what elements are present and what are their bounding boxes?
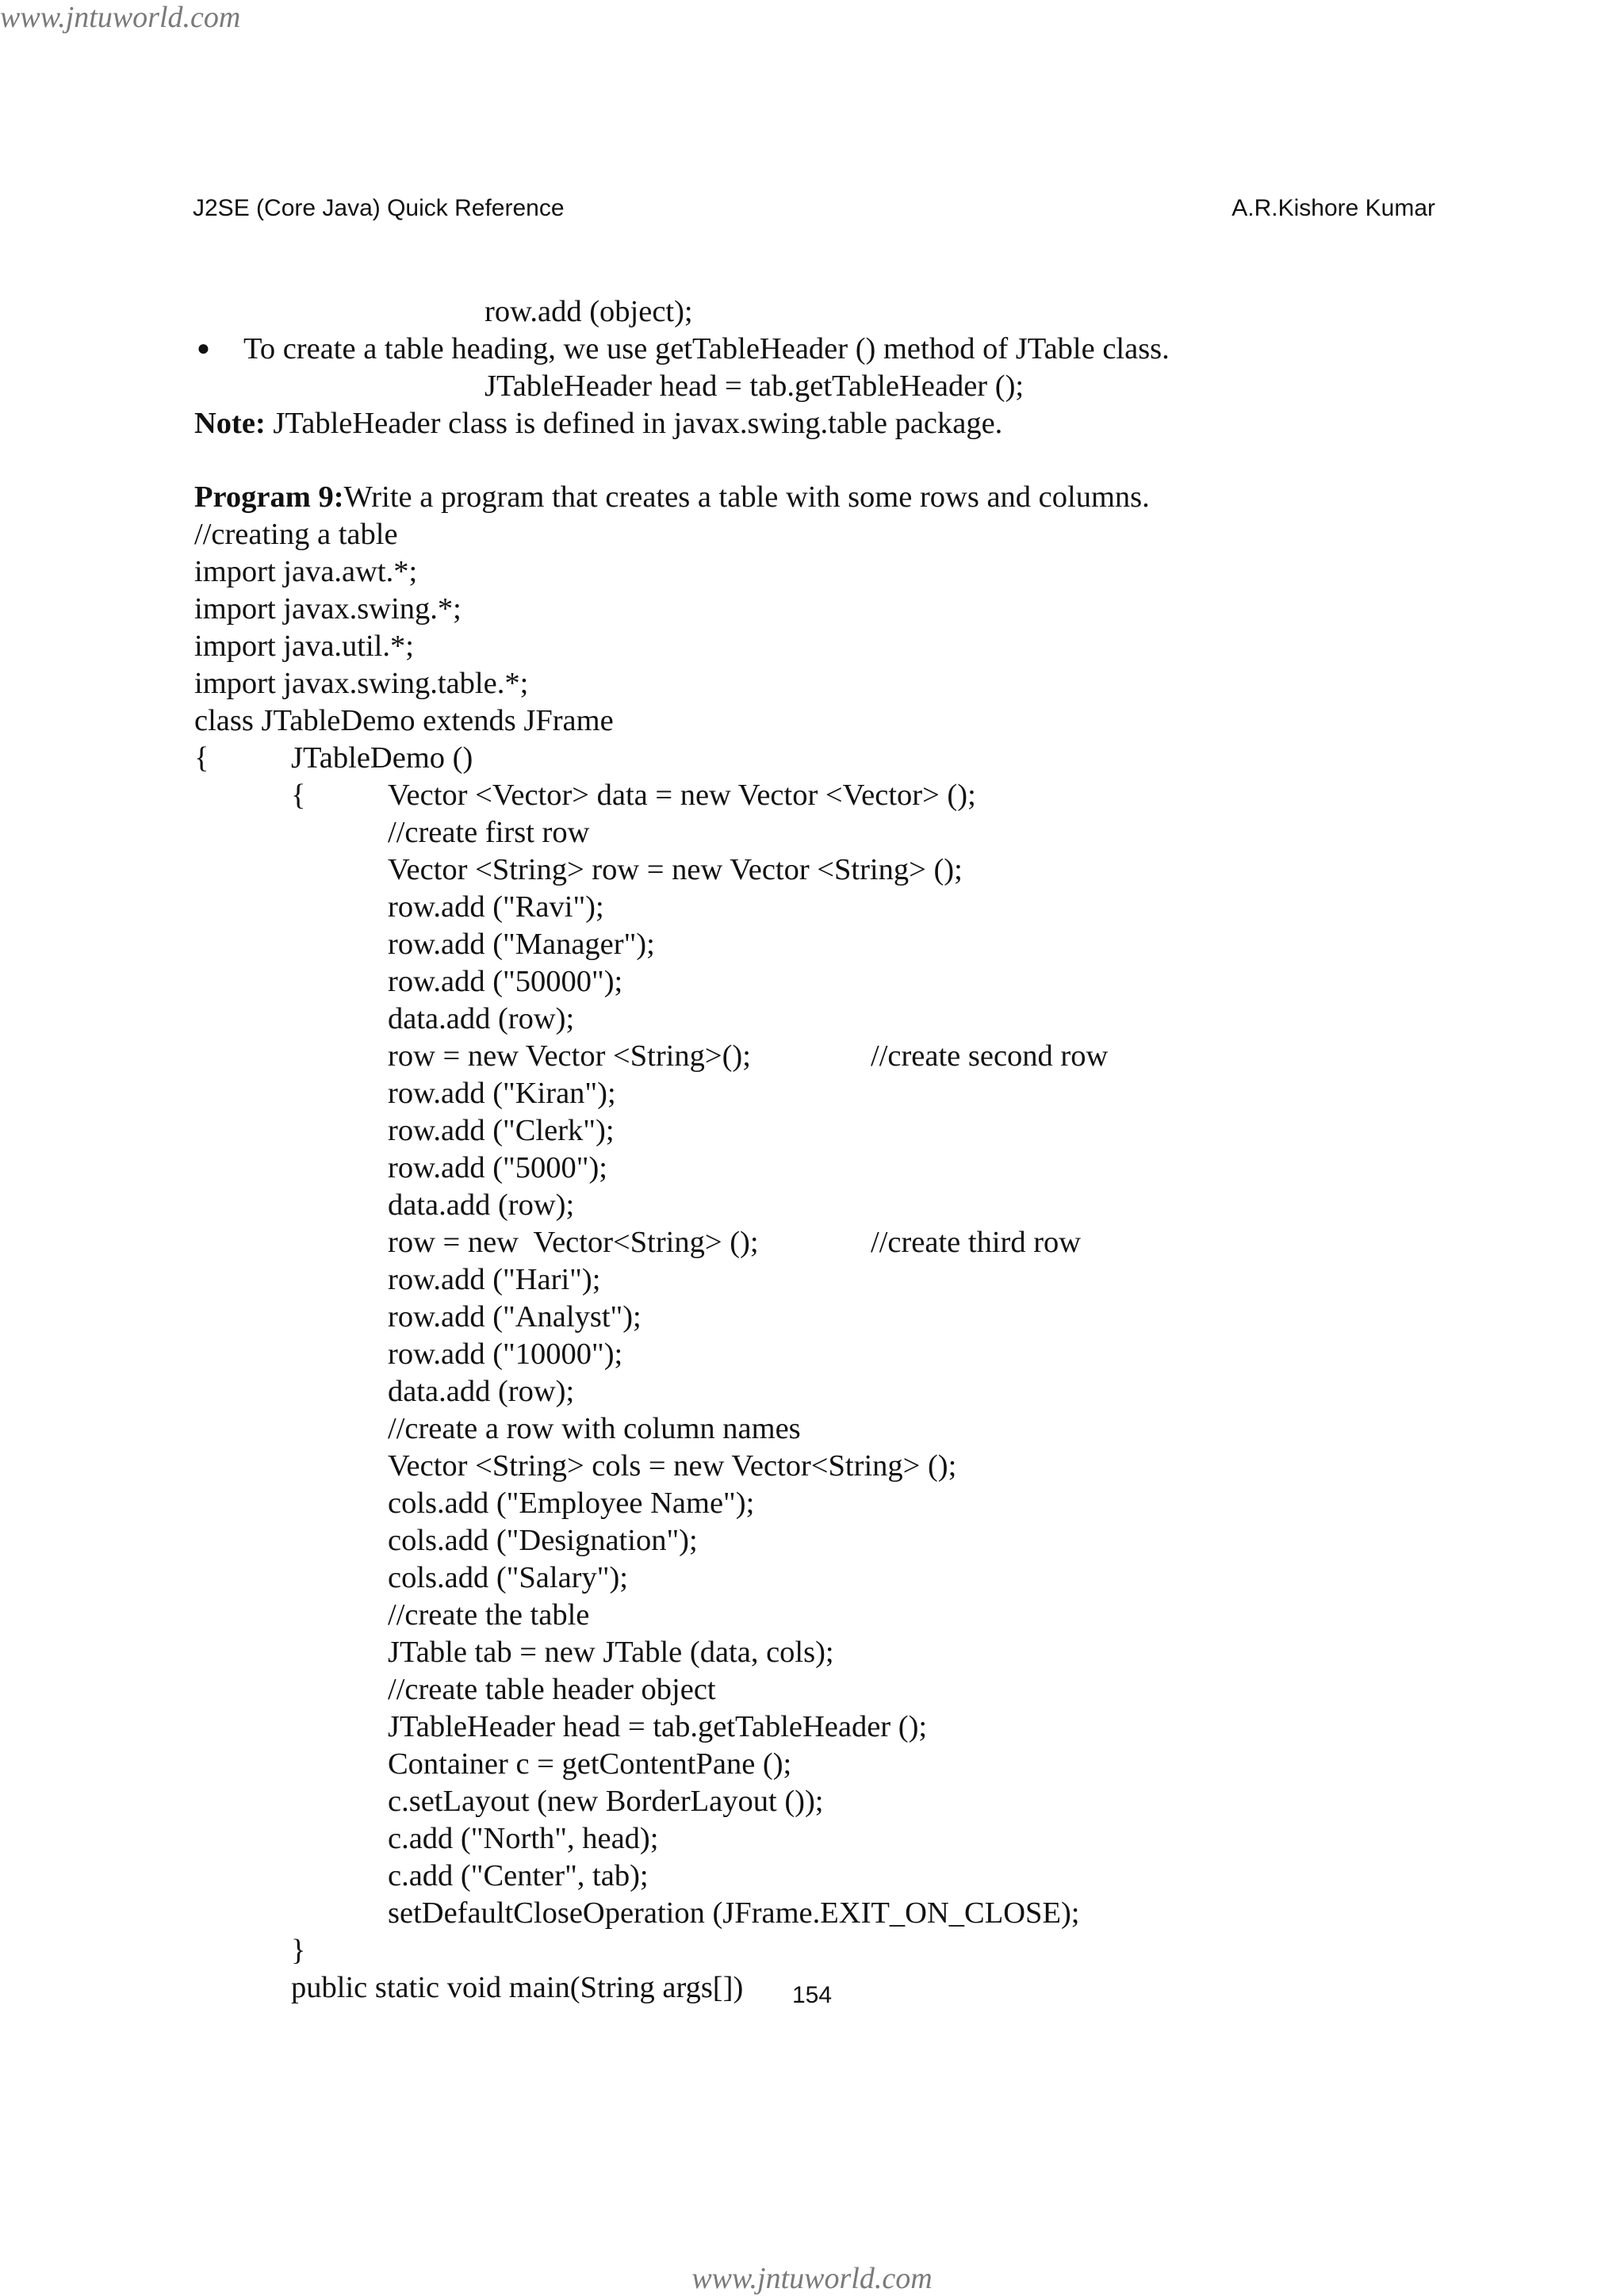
- code-line: //create the table: [388, 1598, 590, 1632]
- running-header-author: A.R.Kishore Kumar: [1231, 195, 1435, 221]
- code-brace: {: [194, 741, 209, 775]
- code-line: row.add ("5000");: [388, 1151, 607, 1184]
- note-paragraph: [194, 405, 1002, 442]
- code-line: import javax.swing.*;: [194, 592, 462, 626]
- code-line: Container c = getContentPane ();: [388, 1747, 792, 1781]
- code-line: row.add ("Analyst");: [388, 1300, 642, 1334]
- code-line: import java.awt.*;: [194, 555, 418, 588]
- program-label: Program 9:: [194, 480, 344, 514]
- running-header-title: J2SE (Core Java) Quick Reference: [193, 195, 565, 221]
- code-line: //create first row: [388, 816, 590, 849]
- code-line: JTable tab = new JTable (data, cols);: [388, 1636, 834, 1669]
- code-line: row.add ("Manager");: [388, 928, 655, 961]
- watermark-bottom: www.jntuworld.com: [691, 2262, 933, 2295]
- code-line: Vector <String> cols = new Vector<String> ();: [388, 1449, 957, 1483]
- code-line: c.add ("North", head);: [388, 1822, 659, 1855]
- code-line: row.add ("Hari");: [388, 1263, 601, 1296]
- code-line: row.add ("10000");: [388, 1337, 623, 1371]
- bullet-text: To create a table heading, we use getTableHeader () method of JTable class.: [243, 332, 1170, 365]
- code-line: cols.add ("Designation");: [388, 1524, 698, 1557]
- code-line: //creating a table: [194, 518, 398, 551]
- code-line: //create a row with column names: [388, 1412, 801, 1445]
- page-number: 154: [791, 1982, 833, 2008]
- watermark-top: www.jntuworld.com: [0, 1, 241, 34]
- code-line: Vector <Vector> data = new Vector <Vector> ();: [388, 779, 976, 812]
- code-line: data.add (row);: [388, 1375, 575, 1408]
- note-text: JTableHeader class is defined in javax.swing.table package.: [265, 407, 1003, 440]
- program-description: Write a program that creates a table with some rows and columns.: [343, 480, 1150, 514]
- code-line: c.setLayout (new BorderLayout ());: [388, 1785, 824, 1818]
- code-line: c.add ("Center", tab);: [388, 1859, 649, 1892]
- code-line: import javax.swing.table.*;: [194, 667, 529, 700]
- code-line: row.add ("Kiran");: [388, 1077, 616, 1110]
- code-line: cols.add ("Salary");: [388, 1561, 628, 1594]
- table-header-code: JTableHeader head = tab.getTableHeader ();: [485, 369, 1025, 403]
- code-brace: }: [291, 1934, 306, 1967]
- code-line: row.add ("50000");: [388, 965, 623, 998]
- code-line: cols.add ("Employee Name");: [388, 1487, 755, 1520]
- code-brace: {: [291, 779, 306, 812]
- code-line: import java.util.*;: [194, 629, 414, 663]
- row-add-object-code: row.add (object);: [485, 295, 693, 328]
- code-line: row = new Vector<String> ();: [388, 1226, 759, 1259]
- code-line: setDefaultCloseOperation (JFrame.EXIT_ON_CLOSE);: [388, 1896, 1080, 1930]
- code-line: Vector <String> row = new Vector <String> ();: [388, 853, 963, 886]
- code-line: JTableDemo (): [291, 741, 473, 775]
- note-label: Note:: [194, 407, 266, 440]
- code-line: data.add (row);: [388, 1188, 575, 1222]
- code-line: JTableHeader head = tab.getTableHeader ();: [388, 1710, 928, 1743]
- program-heading: [194, 479, 1150, 515]
- code-line: row.add ("Clerk");: [388, 1114, 615, 1147]
- code-line: row = new Vector <String>();: [388, 1039, 751, 1073]
- code-line: class JTableDemo extends JFrame: [194, 704, 614, 737]
- code-line: public static void main(String args[]): [291, 1971, 744, 2004]
- bullet-dot: ●: [197, 336, 210, 361]
- code-comment: //create second row: [871, 1039, 1109, 1073]
- code-line: //create table header object: [388, 1673, 716, 1706]
- code-comment: //create third row: [871, 1226, 1082, 1259]
- code-line: row.add ("Ravi");: [388, 890, 604, 924]
- code-line: data.add (row);: [388, 1002, 575, 1035]
